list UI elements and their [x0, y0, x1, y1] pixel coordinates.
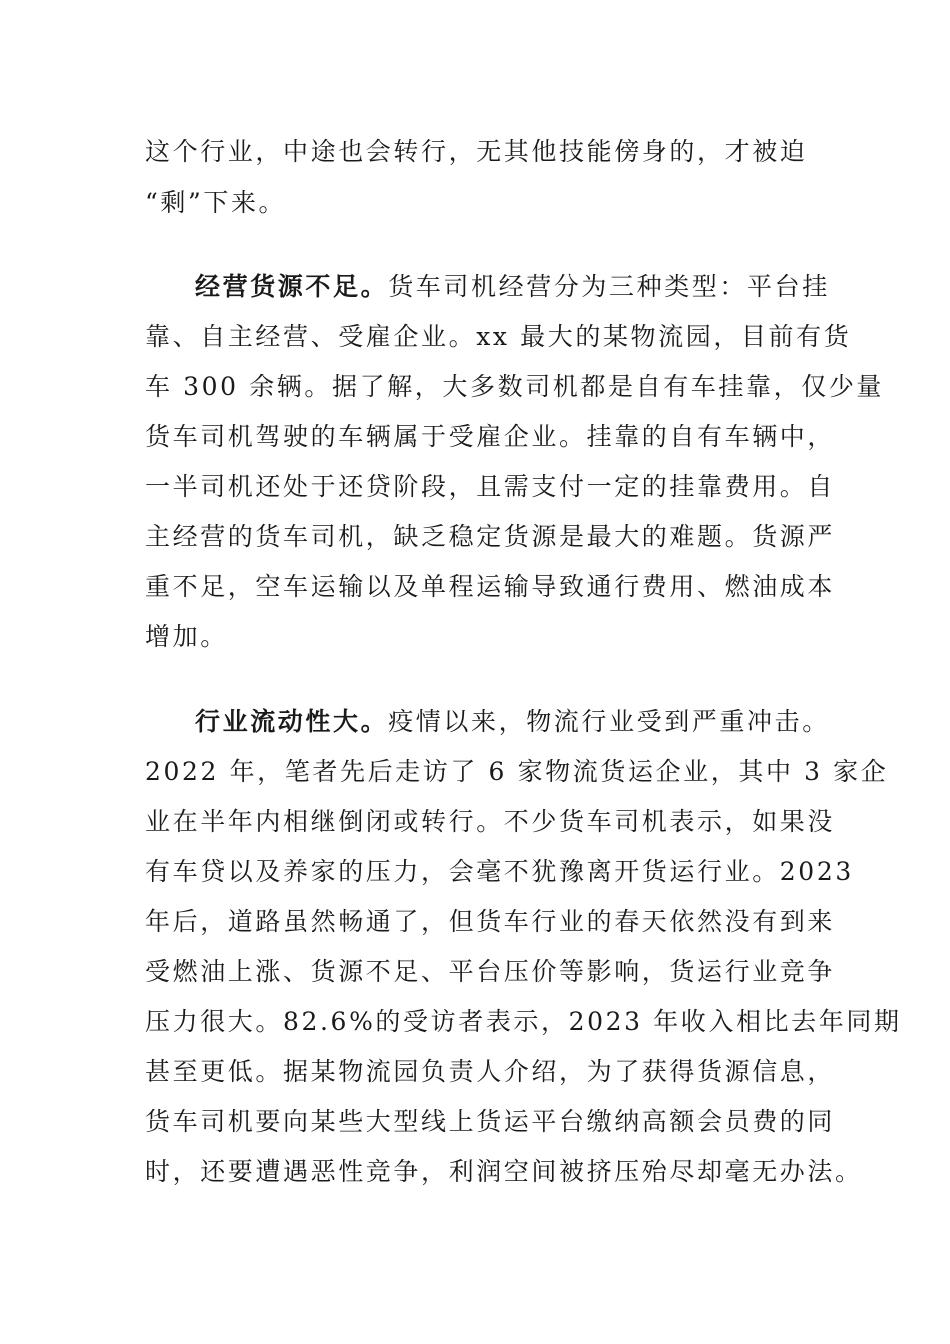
paragraph-2-line-2: 靠、自主经营、受雇企业。xx 最大的某物流园，目前有货: [145, 322, 852, 351]
paragraph-3-heading: 行业流动性大。: [195, 707, 389, 736]
paragraph-3-line-5: 年后，道路虽然畅通了，但货车行业的春天依然没有到来: [145, 907, 836, 936]
paragraph-3-line-3: 业在半年内相继倒闭或转行。不少货车司机表示，如果没: [145, 807, 836, 836]
paragraph-2-line-7: 重不足，空车运输以及单程运输导致通行费用、燃油成本: [145, 572, 836, 601]
paragraph-2-line-4: 货车司机驾驶的车辆属于受雇企业。挂靠的自有车辆中，: [145, 422, 836, 451]
paragraph-2-heading: 经营货源不足。: [195, 272, 389, 301]
paragraph-2-line-8: 增加。: [145, 622, 228, 651]
paragraph-3-line-7: 压力很大。82.6%的受访者表示，2023 年收入相比去年同期: [145, 1007, 902, 1036]
paragraph-3-line-8: 甚至更低。据某物流园负责人介绍，为了获得货源信息，: [145, 1057, 836, 1086]
paragraph-2-line-3: 车 300 余辆。据了解，大多数司机都是自有车挂靠，仅少量: [145, 372, 885, 401]
paragraph-3-line-6: 受燃油上涨、货源不足、平台压价等影响，货运行业竞争: [145, 957, 836, 986]
paragraph-2-line-5: 一半司机还处于还贷阶段，且需支付一定的挂靠费用。自: [145, 472, 836, 501]
paragraph-2-line-1-text: 货车司机经营分为三种类型：平台挂: [388, 272, 830, 301]
paragraph-3-line-4: 有车贷以及养家的压力，会毫不犹豫离开货运行业。2023: [145, 857, 854, 886]
paragraph-3-line-10: 时，还要遭遇恶性竞争，利润空间被挤压殆尽却毫无办法。: [145, 1157, 863, 1186]
paragraph-3-line-1: [195, 705, 830, 739]
paragraph-1-line-2: “剩”下来。: [145, 188, 287, 217]
paragraph-3-line-9: 货车司机要向某些大型线上货运平台缴纳高额会员费的同: [145, 1107, 836, 1136]
paragraph-3-line-2: 2022 年，笔者先后走访了 6 家物流货运企业，其中 3 家企: [145, 757, 889, 786]
paragraph-1-line-1: 这个行业，中途也会转行，无其他技能傍身的，才被迫: [145, 137, 808, 166]
paragraph-2-line-6: 主经营的货车司机，缺乏稳定货源是最大的难题。货源严: [145, 522, 836, 551]
paragraph-3-line-1-text: 疫情以来，物流行业受到严重冲击。: [388, 707, 830, 736]
paragraph-2-line-1: [195, 270, 830, 304]
